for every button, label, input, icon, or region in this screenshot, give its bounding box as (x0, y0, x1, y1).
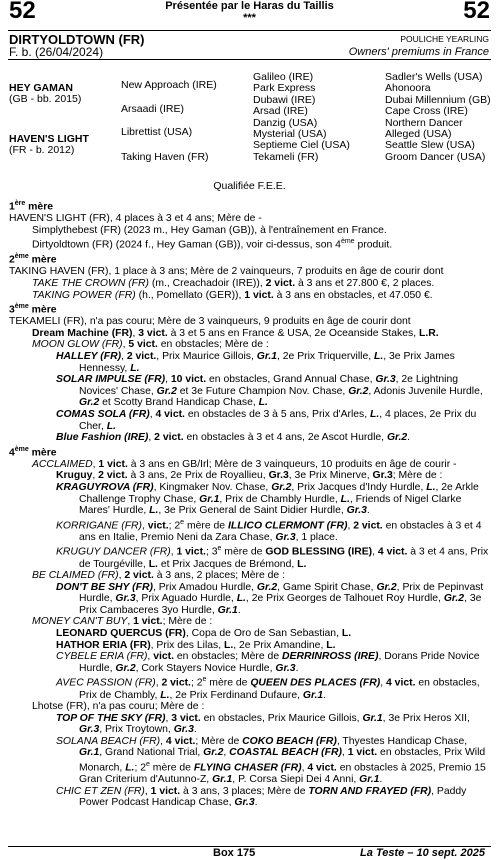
top-rule (8, 30, 491, 31)
paragraph: BE CLAIMED (FR), 2 vict. à 3 ans, 2 places; Mère de : (32, 570, 285, 582)
paragraph: LEONARD QUERCUS (FR), Copa de Oro de San Sebastian, L. (56, 628, 352, 640)
g3-item: Dubawi (IRE) (253, 93, 316, 106)
pedigree-dam (9, 134, 89, 157)
sale-place-date: La Teste – 10 sept. 2025 (360, 847, 485, 859)
paragraph: Dirtyoldtown (FR) (2024 f., Hey Gaman (GB)), voir ci-dessus, son 4ème produit. (32, 238, 393, 251)
g3-item: Galileo (IRE) (253, 71, 314, 83)
paragraph: SOLANA BEACH (FR), 4 vict.; Mère de COKO BEACH (FR), Thyestes Handicap Chase, Gr.1, Grand National Trial, Gr.2, COASTAL BEACH (FR), 1 vict. en obstacles, Prix Wild Monarch, L.; 2e mère de FLYING CHASER (FR), 4 vict. en obstacles à 2025, Premio 15 Gran Criterium d'Autunno-Z, Gr.1, P. Corsa Siepi Dei 4 Anni, Gr.1. (56, 735, 486, 786)
g3-item: Mysterial (USA) (253, 128, 327, 141)
paragraph: HATHOR ERIA (FR), Prix des Lilas, L., 2e Prix Amandine, L. (56, 639, 336, 651)
paragraph: KRUGUY DANCER (FR), 1 vict.; 3e mère de GOD BLESSING (IRE), 4 vict. à 3 et 4 ans, Prix de Tourgéville, L. et Prix Jacques de Brémond, L. (56, 545, 489, 570)
pedigree-g4 (385, 72, 491, 163)
paragraph: KRAGUYROVA (FR), Kingmaker Nov. Chase, Gr.2, Prix Jacques d'Indy Hurdle, L., 2e Arkle Challenge Trophy Chase, Gr.1, Prix de Chambly Hurdle, L., Friends of Nigel Clarke Mares' Hurdle, L., 3e Prix General de Saint Didier Hurdle, Gr.3. (56, 482, 479, 517)
pedigree-g2-0: New Approach (IRE) (121, 79, 217, 91)
g4-item: Dubai Millennium (GB) (385, 93, 491, 106)
g3-item: Arsad (IRE) (253, 105, 308, 118)
g3-item: Danzig (USA) (253, 116, 318, 129)
g3-item: Park Express (253, 82, 316, 95)
section-heading: 2ème mère (9, 253, 57, 266)
pedigree-sire (9, 83, 81, 106)
g4-item: Alleged (USA) (385, 128, 452, 141)
presenter-header (0, 0, 499, 24)
paragraph: MONEY CAN'T BUY, 1 vict.; Mère de : (32, 616, 213, 628)
sire-desc: (GB - bb. 2015) (9, 93, 82, 106)
header-rule (8, 59, 491, 60)
paragraph: TAKING HAVEN (FR), 1 place à 3 ans; Mère de 2 vainqueurs, 7 produits en âge de courir dont (9, 266, 444, 278)
paragraph: Simplythebest (FR) (2023 m., Hey Gaman (GB)), à l'entraînement en France. (32, 224, 387, 236)
premiums-label: Owners' premiums in France (348, 46, 489, 58)
paragraph: Dream Machine (FR), 3 vict. à 3 et 5 ans en France & USA, 2e Oceanside Stakes, L.R. (32, 327, 439, 339)
dam-desc: (FR - b. 2012) (9, 144, 75, 157)
paragraph: SOLAR IMPULSE (FR), 10 vict. en obstacles, Grand Annual Chase, Gr.3, 2e Lightning Novices' Chase, Gr.2 et 3e Future Champion Nov. Chase, Gr.2, Adonis Juvenile Hurdle, Gr.2 et Scotty Brand Handicap Chase, L. (56, 374, 483, 409)
section-heading: 1ère mère (9, 200, 54, 213)
lot-number-right: 52 (463, 0, 490, 24)
g3-item: Septieme Ciel (USA) (253, 139, 350, 152)
paragraph: TAKING POWER (FR) (h., Pomellato (GER)), 1 vict. à 3 ans en obstacles, et 47.050 €. (32, 289, 433, 301)
paragraph: TAKE THE CROWN (FR) (m., Creachadoir (IRE)), 2 vict. à 3 ans et 27.800 €, 2 places. (32, 277, 435, 289)
paragraph: KORRIGANE (FR), vict.; 2e mère de ILLICO CLERMONT (FR), 2 vict. en obstacles à 3 et 4 ans en Italie, Premio Neni da Zara Chase, Gr.3, 1 place. (56, 518, 482, 543)
horse-name: DIRTYOLDTOWN (FR) (9, 32, 145, 47)
presenter-stars: *** (243, 12, 256, 24)
qualification: Qualifiée F.E.E. (213, 180, 286, 192)
presenter-name: Présentée par le Haras du Taillis (165, 0, 334, 12)
pedigree-g3 (253, 72, 350, 163)
horse-description: F. b. (26/04/2024) (9, 45, 104, 59)
g3-item: Tekameli (FR) (253, 150, 319, 163)
g4-item: Sadler's Wells (USA) (385, 71, 483, 83)
paragraph: DON'T BE SHY (FR), Prix Amadou Hurdle, Gr.2, Game Spirit Chase, Gr.2, Prix de Pepinvast Hurdle, Gr.3, Prix Aguado Hurdle, L., 2e Prix Georges de Talhouet Roy Hurdle, Gr.2, 3e Prix Cambaceres 3yo Hurdle, Gr.1. (56, 581, 484, 616)
paragraph: HAVEN'S LIGHT (FR), 4 places à 3 et 4 ans; Mère de - (9, 213, 262, 225)
section-heading: 3ème mère (9, 303, 57, 316)
g4-item: Northern Dancer (385, 116, 463, 129)
paragraph: AVEC PASSION (FR), 2 vict.; 2e mère de QUEEN DES PLACES (FR), 4 vict. en obstacles, Prix de Chambly, L., 2e Prix Ferdinand Dufaure, Gr.1. (56, 676, 480, 701)
paragraph: TOP OF THE SKY (FR), 3 vict. en obstacles, Prix Maurice Gillois, Gr.1, 3e Prix Heros XII, Gr.3, Prix Troytown, Gr.3. (56, 712, 470, 736)
paragraph: Blue Fashion (IRE), 2 vict. en obstacles à 3 et 4 ans, 2e Ascot Hurdle, Gr.2. (56, 432, 411, 444)
lot-number-left: 52 (9, 0, 36, 24)
g4-item: Ahonoora (385, 82, 431, 95)
category-label: POULICHE YEARLING (400, 34, 489, 44)
paragraph: HALLEY (FR), 2 vict., Prix Maurice Gillois, Gr.1, 2e Prix Triquerville, L., 3e Prix James Hennessy, L. (56, 351, 455, 374)
pedigree-g2-3: Taking Haven (FR) (121, 151, 209, 163)
paragraph: CHIC ET ZEN (FR), 1 vict. à 3 ans, 3 places; Mère de TORN AND FRAYED (FR), Paddy Power Podcast Handicap Chase, Gr.3. (56, 785, 467, 809)
paragraph: MOON GLOW (FR), 5 vict. en obstacles; Mère de : (32, 339, 269, 351)
g4-item: Cape Cross (IRE) (385, 105, 468, 118)
paragraph: Lhotse (FR), n'a pas couru; Mère de : (32, 701, 205, 713)
family-notes (9, 198, 493, 809)
pedigree-g2-2: Librettist (USA) (121, 126, 193, 138)
paragraph: ACCLAIMED, 1 vict. à 3 ans en GB/Irl; Mère de 3 vainqueurs, 10 produits en âge de courir - Kruguy, 2 vict. à 3 ans, 2e Prix de Royallieu, Gr.3, 3e Prix Minerve, Gr.3; Mère de : (32, 458, 457, 482)
pedigree-g2-1: Arsaadi (IRE) (121, 103, 185, 115)
box-number: Box 175 (213, 847, 256, 859)
paragraph: TEKAMELI (FR), n'a pas couru; Mère de 3 vainqueurs, 9 produits en âge de courir dont (9, 316, 411, 328)
g4-item: Groom Dancer (USA) (385, 150, 486, 163)
sire-name: HEY GAMAN (9, 82, 73, 94)
section-heading: 4ème mère (9, 445, 57, 459)
paragraph: CYBELE ERIA (FR), vict. en obstacles; Mère de DERRINROSS (IRE), Dorans Pride Novice Hurdle, Gr.2, Cork Stayers Novice Hurdle, Gr.3. (56, 651, 480, 674)
paragraph: COMAS SOLA (FR), 4 vict. en obstacles de 3 à 5 ans, Prix d'Arles, L., 4 places, 2e Prix du Cher, L. (56, 408, 477, 432)
dam-name: HAVEN'S LIGHT (9, 133, 89, 145)
g4-item: Seattle Slew (USA) (385, 139, 475, 152)
